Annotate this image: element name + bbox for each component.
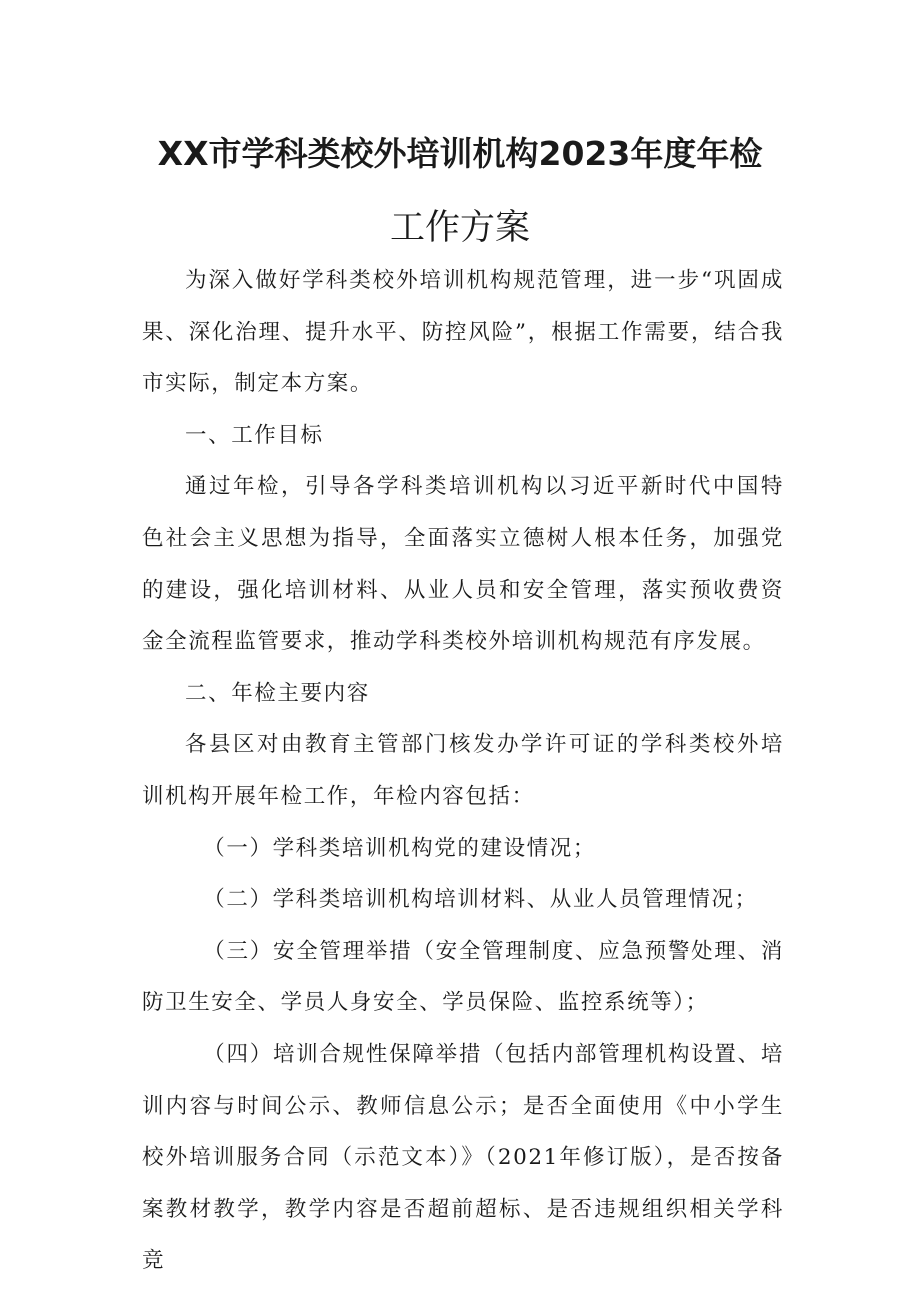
section-2-paragraph: 各县区对由教育主管部门核发办学许可证的学科类校外培训机构开展年检工作，年检内容包括：	[142, 732, 784, 809]
intro-paragraph: 为深入做好学科类校外培训机构规范管理，进一步“巩固成果、深化治理、提升水平、防控风险”，根据工作需要，结合我市实际，制定本方案。	[142, 268, 784, 397]
document-title-line-2: 工作方案	[389, 208, 530, 248]
section-2-heading: 二、年检主要内容	[185, 680, 370, 706]
document-title-line-1: XX市学科类校外培训机构2023年度年检	[157, 134, 763, 173]
content-item-4: （四）培训合规性保障举措（包括内部管理机构设置、培训内容与时间公示、教师信息公示；是否全面使用《中小学生校外培训服务合同（示范文本）》（2021年修订版），是否按备案教材教学，教学内容是否超前超标、是否违规组织相关学科竞	[142, 1041, 784, 1274]
section-1-paragraph: 通过年检，引导各学科类培训机构以习近平新时代中国特色社会主义思想为指导，全面落实立德树人根本任务，加强党的建设，强化培训材料、从业人员和安全管理，落实预收费资金全流程监管要求，推动学科类校外培训机构规范有序发展。	[142, 474, 784, 655]
content-item-1: （一）学科类培训机构党的建设情况；	[203, 835, 596, 861]
content-item-2: （二）学科类培训机构培训材料、从业人员管理情况；	[203, 887, 758, 913]
content-item-3: （三）安全管理举措（安全管理制度、应急预警处理、消防卫生安全、学员人身安全、学员保险、监控系统等）；	[142, 938, 784, 1016]
section-1-heading: 一、工作目标	[185, 422, 324, 448]
document-body	[142, 255, 784, 1287]
